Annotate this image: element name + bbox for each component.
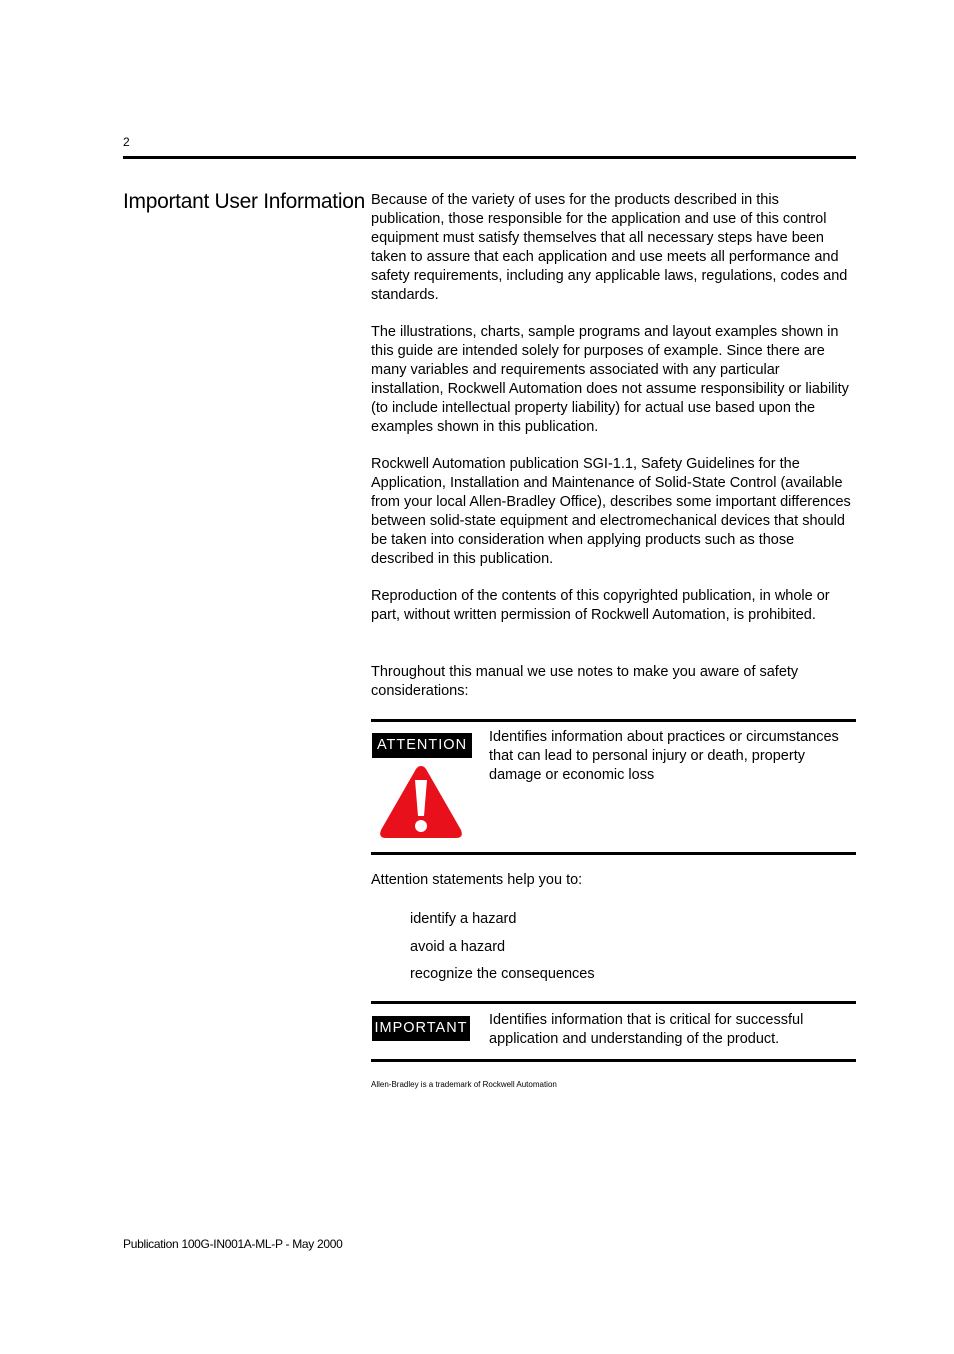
publication-footer: Publication 100G-IN001A-ML-P - May 2000 xyxy=(123,1237,343,1251)
list-item: avoid a hazard xyxy=(410,938,506,955)
paragraph-safety-notes: Throughout this manual we use notes to make you aware of safety considerations: xyxy=(371,664,799,699)
attention-bottom-rule xyxy=(371,852,856,855)
attention-intro: Attention statements help you to: xyxy=(371,872,583,888)
attention-label: ATTENTION xyxy=(372,733,472,758)
important-description: Identifies information that is critical for successful application and understanding of the product. xyxy=(489,1012,804,1047)
trademark-footnote: Allen-Bradley is a trademark of Rockwell Automation xyxy=(371,1080,557,1089)
attention-list xyxy=(410,908,595,991)
attention-top-rule xyxy=(371,719,856,722)
attention-description: Identifies information about practices or circumstances that can lead to personal injury or death, property damage or economic loss xyxy=(489,729,839,783)
header-rule xyxy=(123,156,856,159)
list-item: recognize the consequences xyxy=(410,966,595,982)
important-label: IMPORTANT xyxy=(372,1016,470,1041)
paragraph-variety-of-uses: Because of the variety of uses for the products described in this publication, those responsible for the application and use of this control equipment must satisfy themselves that all necessary steps have been taken to assure that each application and use meets all performance and safety requirements, including any applicable laws, regulations, codes and standards. xyxy=(371,192,848,303)
warning-exclamation-dot xyxy=(415,820,427,832)
section-heading: Important User Information xyxy=(123,190,365,213)
important-bottom-rule xyxy=(371,1059,856,1062)
important-top-rule xyxy=(371,1001,856,1004)
paragraph-sgi-publication: Rockwell Automation publication SGI-1.1, Safety Guidelines for the Application, Installation and Maintenance of Solid-State Control (available from your local Allen-Bradley Office), describes some important differences between solid-state equipment and electromechanical devices that should be taken into consideration when applying products such as those described in this publication. xyxy=(371,456,851,567)
page-number: 2 xyxy=(123,135,130,149)
warning-triangle-icon xyxy=(377,762,465,842)
paragraph-reproduction: Reproduction of the contents of this copyrighted publication, in whole or part, without written permission of Rockwell Automation, is prohibited. xyxy=(371,588,830,623)
list-item: identify a hazard xyxy=(410,911,517,927)
paragraph-illustrations: The illustrations, charts, sample programs and layout examples shown in this guide are intended solely for purposes of example. Since there are many variables and requirements associated with any particular installation, Rockwell Automation does not assume responsibility or liability (to include intellectual property liability) for actual use based upon the examples shown in this publication. xyxy=(371,324,849,435)
